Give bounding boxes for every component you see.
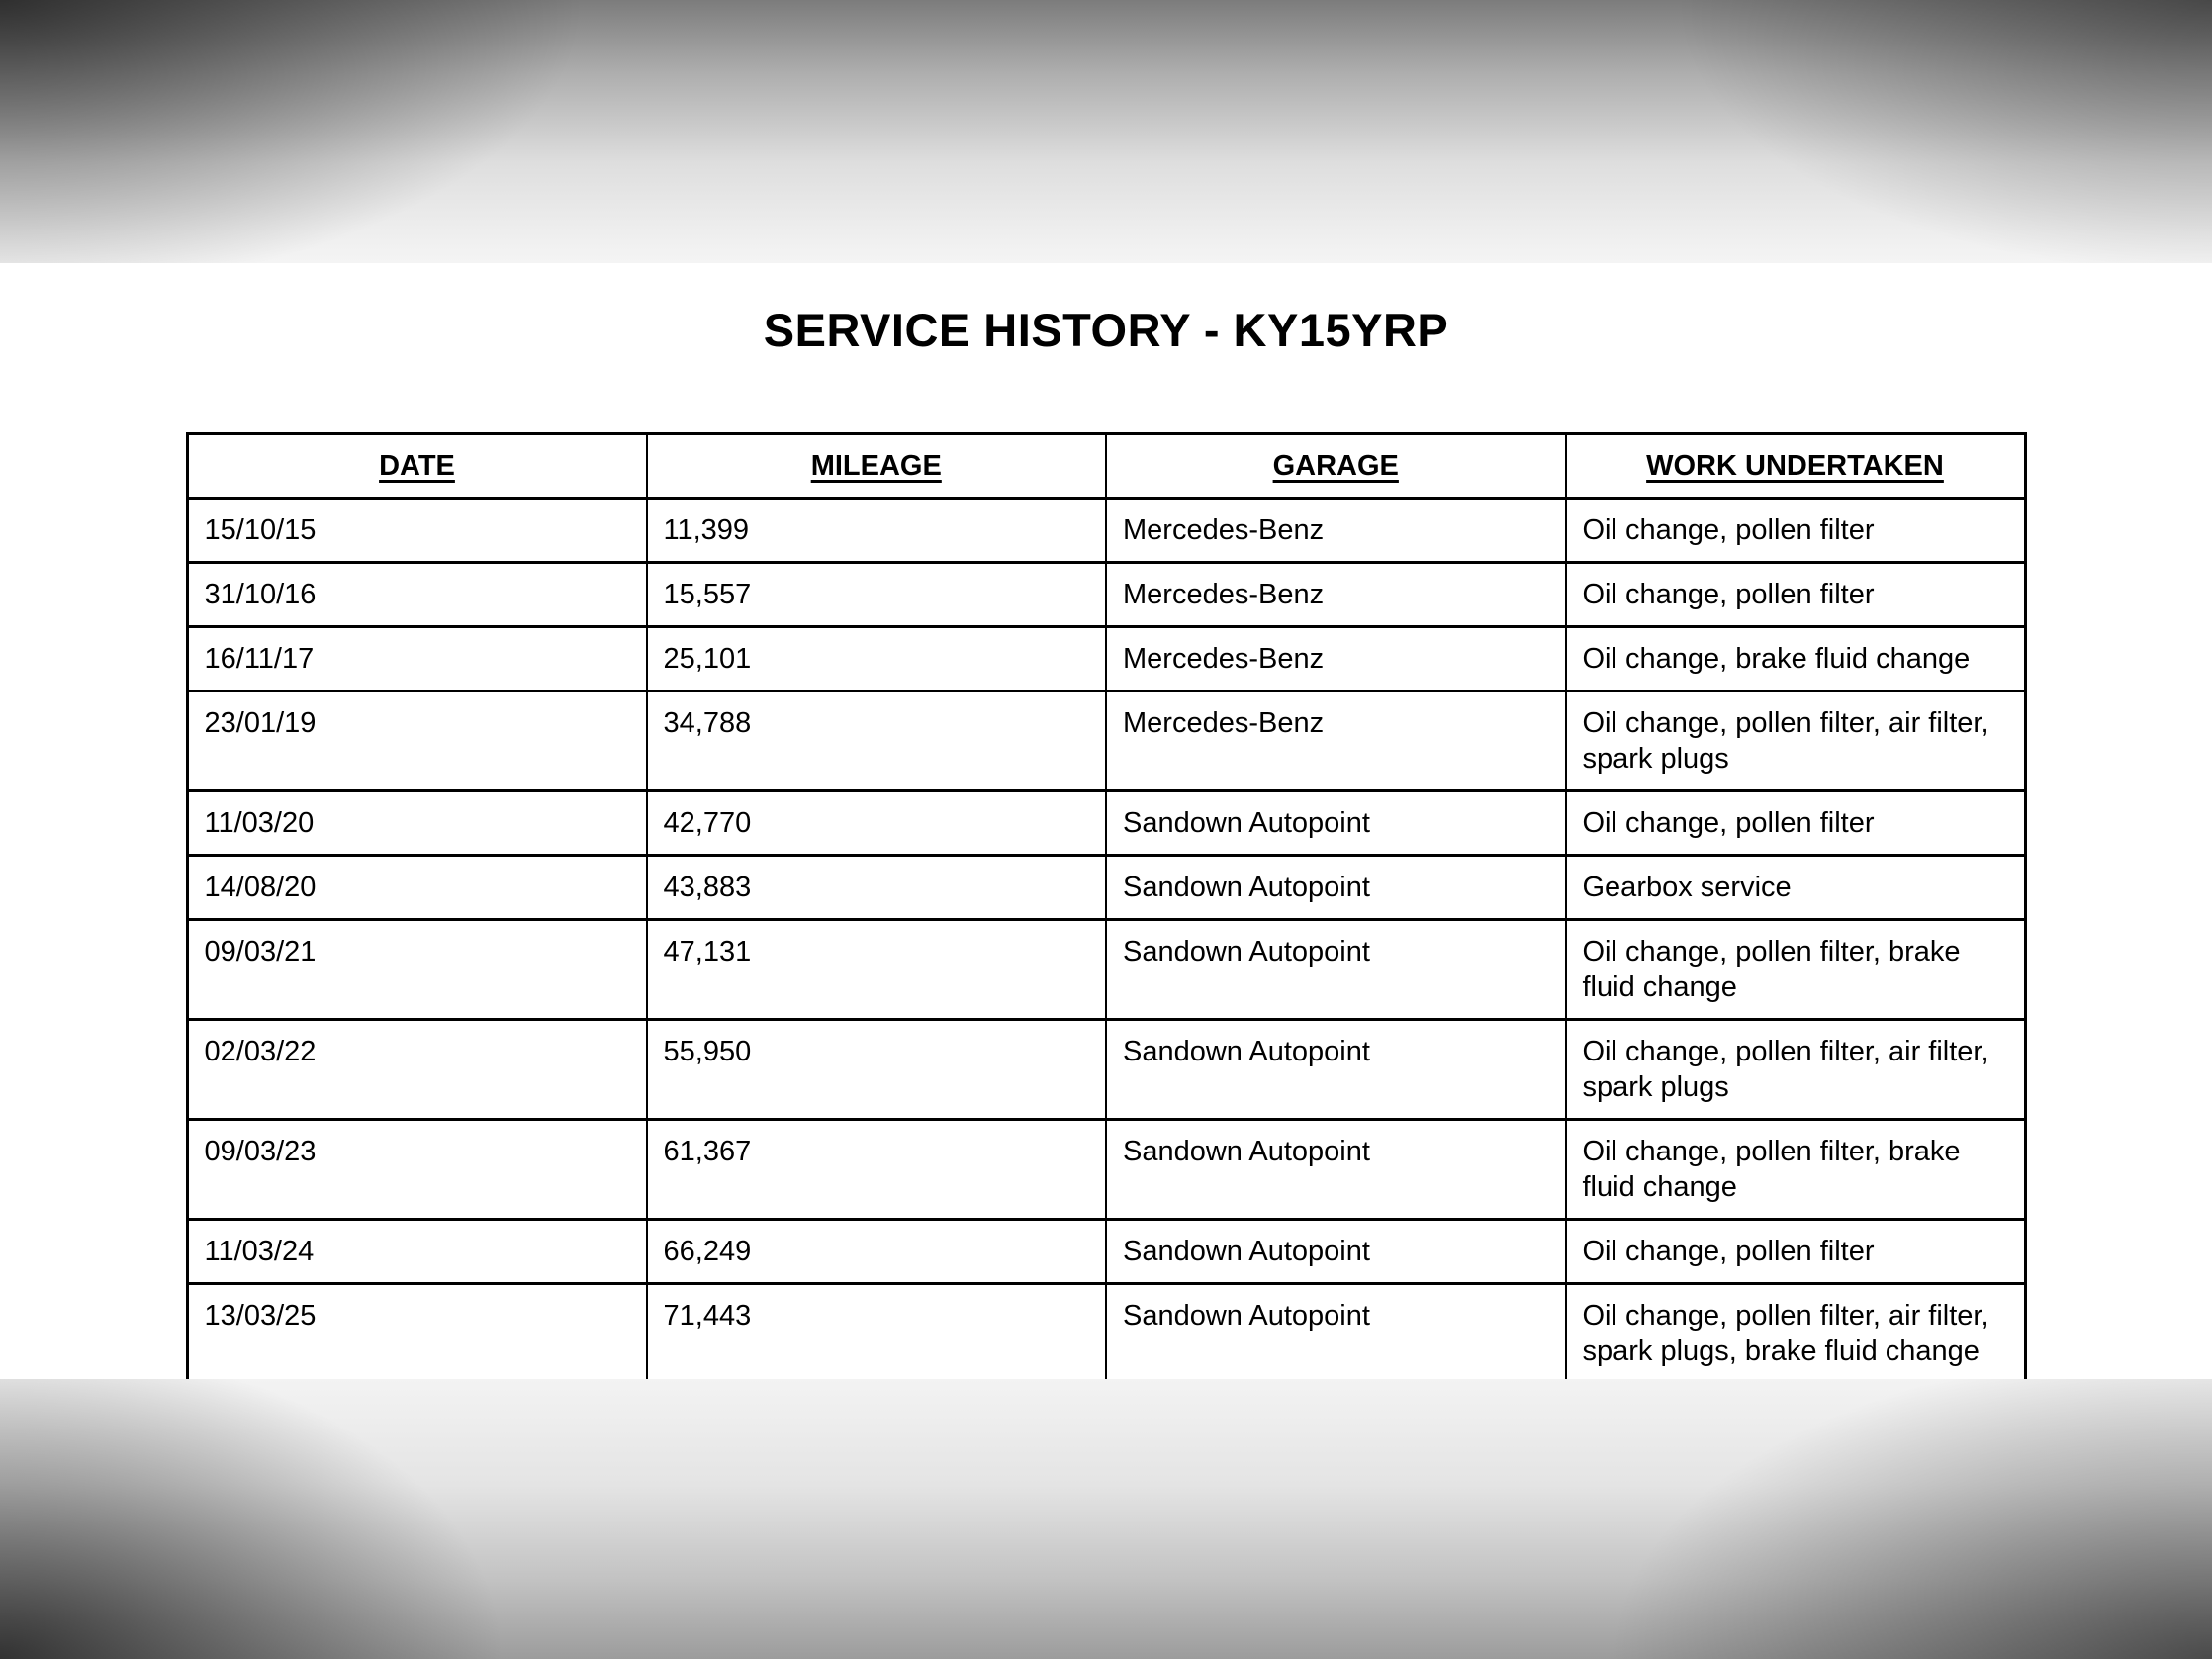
cell-date: 09/03/21 <box>187 920 647 1020</box>
cell-date: 11/03/20 <box>187 791 647 856</box>
table-row <box>187 1284 2025 1384</box>
cell-garage: Mercedes-Benz <box>1106 563 1566 627</box>
cell-mileage: 55,950 <box>647 1020 1107 1120</box>
table-row <box>187 1020 2025 1120</box>
cell-mileage: 15,557 <box>647 563 1107 627</box>
cell-garage: Mercedes-Benz <box>1106 499 1566 563</box>
cell-date: 02/03/22 <box>187 1020 647 1120</box>
table-row <box>187 1120 2025 1220</box>
service-history-table <box>186 432 2027 1385</box>
blurred-background-top <box>0 0 2212 263</box>
cell-date: 31/10/16 <box>187 563 647 627</box>
table-row <box>187 1220 2025 1284</box>
cell-work-undertaken: Oil change, pollen filter <box>1566 563 2026 627</box>
document-page <box>0 263 2212 1379</box>
table-row <box>187 920 2025 1020</box>
cell-mileage: 11,399 <box>647 499 1107 563</box>
cell-garage: Sandown Autopoint <box>1106 791 1566 856</box>
cell-mileage: 43,883 <box>647 856 1107 920</box>
table-header-row <box>187 434 2025 499</box>
table-row <box>187 499 2025 563</box>
cell-mileage: 25,101 <box>647 627 1107 691</box>
cell-work-undertaken: Oil change, brake fluid change <box>1566 627 2026 691</box>
table-row <box>187 627 2025 691</box>
cell-garage: Mercedes-Benz <box>1106 627 1566 691</box>
cell-mileage: 71,443 <box>647 1284 1107 1384</box>
cell-mileage: 66,249 <box>647 1220 1107 1284</box>
cell-mileage: 47,131 <box>647 920 1107 1020</box>
cell-work-undertaken: Oil change, pollen filter <box>1566 791 2026 856</box>
cell-work-undertaken: Oil change, pollen filter, air filter, spark plugs <box>1566 1020 2026 1120</box>
cell-mileage: 42,770 <box>647 791 1107 856</box>
cell-work-undertaken: Oil change, pollen filter, air filter, spark plugs, brake fluid change <box>1566 1284 2026 1384</box>
table-row <box>187 691 2025 791</box>
cell-work-undertaken: Oil change, pollen filter, brake fluid change <box>1566 1120 2026 1220</box>
column-header-mileage: MILEAGE <box>647 434 1107 499</box>
cell-date: 11/03/24 <box>187 1220 647 1284</box>
column-header-work-undertaken: WORK UNDERTAKEN <box>1566 434 2026 499</box>
cell-garage: Mercedes-Benz <box>1106 691 1566 791</box>
column-header-date: DATE <box>187 434 647 499</box>
cell-work-undertaken: Oil change, pollen filter <box>1566 1220 2026 1284</box>
table-body <box>187 499 2025 1384</box>
cell-garage: Sandown Autopoint <box>1106 1220 1566 1284</box>
cell-work-undertaken: Oil change, pollen filter, air filter, spark plugs <box>1566 691 2026 791</box>
cell-garage: Sandown Autopoint <box>1106 856 1566 920</box>
cell-date: 16/11/17 <box>187 627 647 691</box>
cell-date: 13/03/25 <box>187 1284 647 1384</box>
cell-date: 14/08/20 <box>187 856 647 920</box>
cell-date: 15/10/15 <box>187 499 647 563</box>
cell-garage: Sandown Autopoint <box>1106 1120 1566 1220</box>
column-header-garage: GARAGE <box>1106 434 1566 499</box>
cell-date: 23/01/19 <box>187 691 647 791</box>
document-title: SERVICE HISTORY - KY15YRP <box>763 304 1449 356</box>
cell-date: 09/03/23 <box>187 1120 647 1220</box>
cell-garage: Sandown Autopoint <box>1106 920 1566 1020</box>
cell-work-undertaken: Gearbox service <box>1566 856 2026 920</box>
table-row <box>187 563 2025 627</box>
cell-mileage: 61,367 <box>647 1120 1107 1220</box>
cell-work-undertaken: Oil change, pollen filter <box>1566 499 2026 563</box>
blurred-background-bottom <box>0 1379 2212 1659</box>
cell-work-undertaken: Oil change, pollen filter, brake fluid change <box>1566 920 2026 1020</box>
cell-mileage: 34,788 <box>647 691 1107 791</box>
table-row <box>187 791 2025 856</box>
table-row <box>187 856 2025 920</box>
cell-garage: Sandown Autopoint <box>1106 1020 1566 1120</box>
cell-garage: Sandown Autopoint <box>1106 1284 1566 1384</box>
